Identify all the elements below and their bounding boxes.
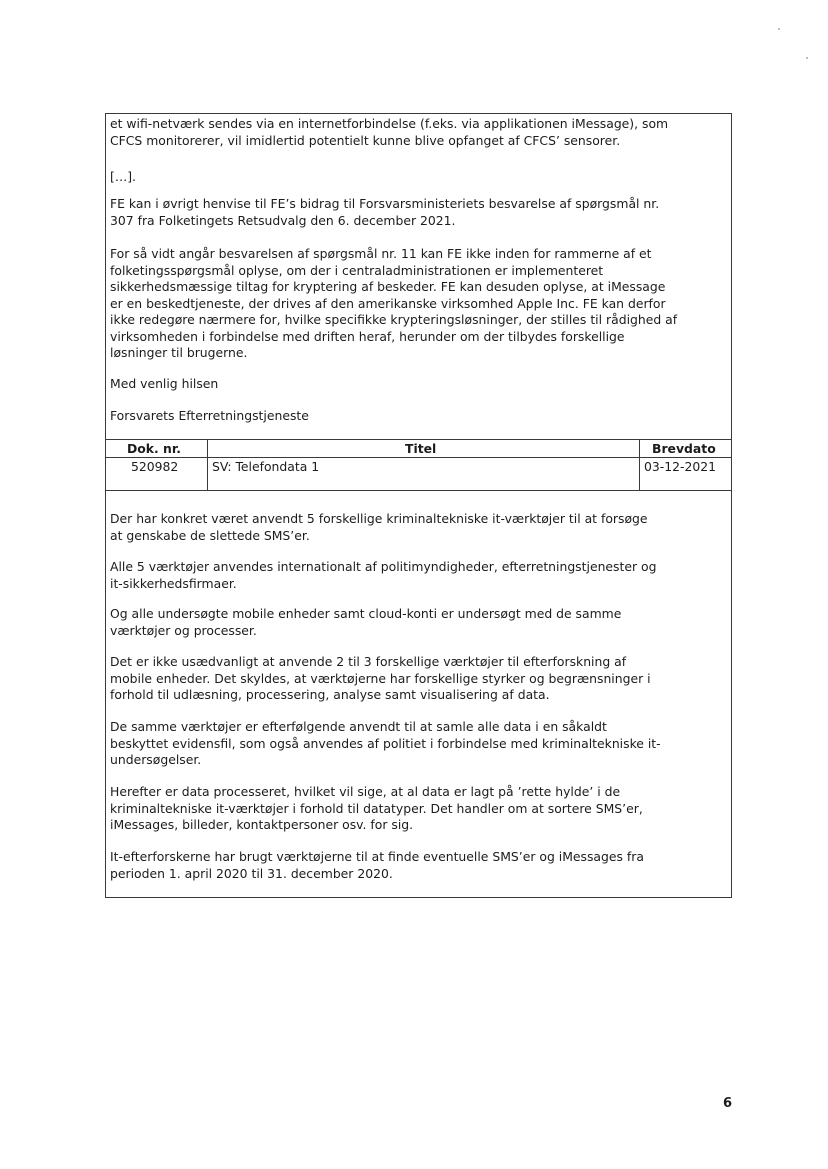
title-column	[208, 440, 640, 490]
body-paragraph-1: Der har konkret været anvendt 5 forskellige kriminaltekniske it-værktøjer til at forsøge at genskabe de slettede SMS’er.	[110, 511, 648, 543]
letter-reference-paragraph: FE kan i øvrigt henvise til FE’s bidrag til Forsvarsministeriets besvarelse af spørgsmål nr. 307 fra Folketingets Retsudvalg den 6. december 2021.	[110, 196, 660, 228]
page-number: 6	[723, 1096, 733, 1111]
body-paragraph-3: Og alle undersøgte mobile enheder samt cloud-konti er undersøgt med de samme værktøjer og processer.	[110, 606, 622, 638]
scan-speck	[778, 28, 780, 30]
doc-number-value: 520982	[131, 459, 179, 474]
body-paragraph-5: De samme værktøjer er efterfølgende anvendt til at samle alle data i en såkaldt beskyttet evidensfil, som også anvendes af politiet i forbindelse med kriminaltekniske it- undersøgelser.	[110, 719, 661, 767]
doc-number-column	[105, 440, 208, 490]
scan-speck	[806, 57, 808, 59]
title-value: SV: Telefondata 1	[212, 459, 320, 474]
body-paragraph-7: It-efterforskerne har brugt værktøjerne til at finde eventuelle SMS’er og iMessages fra perioden 1. april 2020 til 31. december 2020.	[110, 849, 644, 881]
letter-date-header: Brevdato	[652, 441, 716, 456]
body-paragraph-2: Alle 5 værktøjer anvendes internationalt af politimyndigheder, efterretningstjenester og it-sikkerhedsfirmaer.	[110, 559, 657, 591]
doc-number-header: Dok. nr.	[127, 441, 181, 456]
letter-date-value: 03-12-2021	[644, 459, 717, 474]
document-frame	[105, 113, 732, 898]
letter-answer-paragraph: For så vidt angår besvarelsen af spørgsmål nr. 11 kan FE ikke inden for rammerne af et folketingsspørgsmål oplyse, om der i centraladministrationen er implementeret sikkerhedsmæssige tiltag for kryptering af beskeder. FE kan desuden oplyse, at iMessage er en beskedtjeneste, der drives af den amerikanske virksomhed Apple Inc. FE kan derfor ikke redegøre nærmere for, hvilke specifikke krypteringsløsninger, der stilles til rådighed af virksomheden i forbindelse med driften heraf, herunder om der tilbydes forskellige løsninger til brugerne.	[110, 246, 678, 360]
table-header-divider	[105, 457, 732, 458]
letter-date-column	[640, 440, 732, 490]
letter-intro-paragraph: et wifi-netværk sendes via en internetforbindelse (f.eks. via applikationen iMessage), som CFCS monitorerer, vil imidlertid potentielt kunne blive opfanget af CFCS’ sensorer.	[110, 116, 669, 148]
document-info-table	[105, 439, 732, 491]
letter-signature: Forsvarets Efterretningstjeneste	[110, 408, 309, 423]
letter-ellipsis: […].	[110, 169, 136, 184]
letter-closing: Med venlig hilsen	[110, 376, 219, 391]
body-paragraph-4: Det er ikke usædvanligt at anvende 2 til 3 forskellige værktøjer til efterforskning af mobile enheder. Det skyldes, at værktøjerne har forskellige styrker og begrænsninger i forhold til udlæsning, processering, analyse samt visualisering af data.	[110, 654, 651, 702]
body-paragraph-6: Herefter er data processeret, hvilket vil sige, at al data er lagt på ’rette hylde’ i de kriminaltekniske it-værktøjer i forhold til datatyper. Det handler om at sortere SMS’er, iMessages, billeder, kontaktpersoner osv. for sig.	[110, 784, 643, 832]
title-header: Titel	[405, 441, 437, 456]
